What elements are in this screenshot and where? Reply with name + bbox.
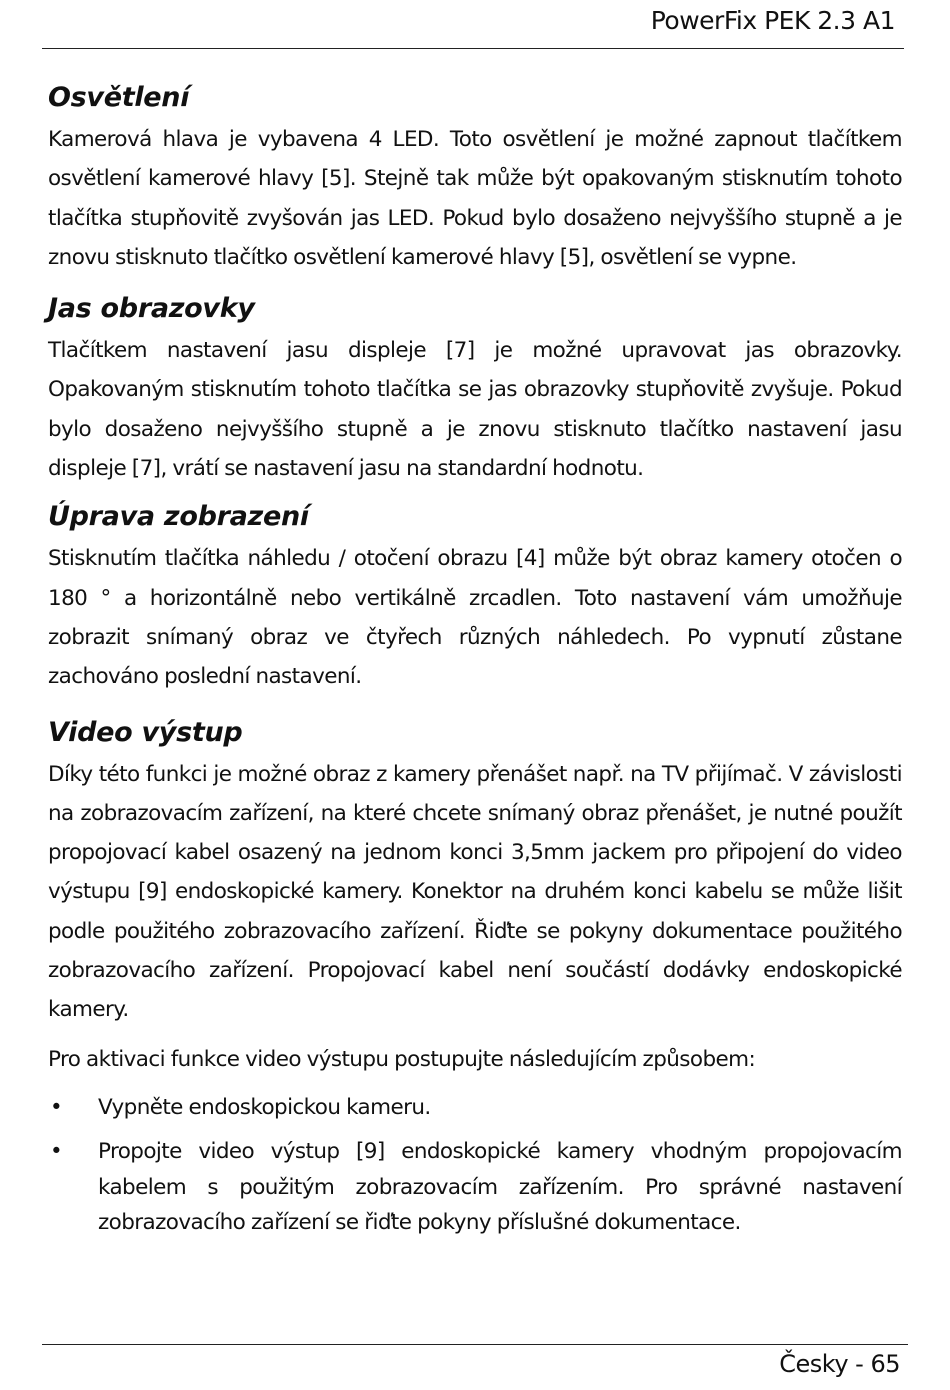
section-paragraph-instructions: Pro aktivaci funkce video výstupu postupujte následujícím způsobem: [48,1046,756,1072]
header-divider [42,48,904,49]
section-display-adjustment [48,495,902,696]
section-paragraph: Kamerová hlava je vybavena 4 LED. Toto osvětlení je možné zapnout tlačítkem osvětlení kamerové hlavy [5]. Stejně tak může být opakovaným stisknutím tohoto tlačítka stupňovitě zvyšován jas LED. Pokud bylo dosaženo nejvyššího stupně a je znovu stisknuto tlačítko osvětlení kamerové hlavy [5], osvětlení se vypne. [48,127,902,270]
list-item [48,1134,902,1241]
section-heading: Jas obrazovky [48,293,255,325]
list-item [48,1090,902,1126]
list-item-text: Propojte video výstup [9] endoskopické kamery vhodným propojovacím kabelem s použitým zobrazovacím zařízením. Pro správné nastavení zobrazovacího zařízení se řiďte pokyny příslušné dokumentace. [98,1139,902,1236]
section-screen-brightness [48,287,902,488]
page-content [48,76,902,1250]
bullet-icon: • [50,1094,63,1120]
section-video-output [48,711,902,1241]
section-paragraph: Díky této funkci je možné obraz z kamery přenášet např. na TV přijímač. V závislosti na zobrazovacím zařízení, na které chcete snímaný obraz přenášet, je nutné použít propojovací kabel osazený na jednom konci 3,5mm jackem pro připojení do video výstupu [9] endoskopické kamery. Konektor na druhém konci kabelu se může lišit podle použitého zobrazovacího zařízení. Řiďte se pokyny dokumentace použitého zobrazovacího zařízení. Propojovací kabel není součástí dodávky endoskopické kamery. [48,761,902,1023]
page-footer-label: Česky - 65 [779,1350,900,1378]
list-item-text: Vypněte endoskopickou kameru. [98,1094,431,1120]
section-heading: Úprava zobrazení [48,501,309,533]
section-lighting [48,76,902,277]
instruction-list [48,1090,902,1241]
section-paragraph: Stisknutím tlačítka náhledu / otočení obrazu [4] může být obraz kamery otočen o 180 ° a horizontálně nebo vertikálně zrcadlen. Toto nastavení vám umožňuje zobrazit snímaný obraz ve čtyřech různých náhledech. Po vypnutí zůstane zachováno poslední nastavení. [48,546,902,690]
section-heading: Osvětlení [48,82,190,113]
page-header-title: PowerFix PEK 2.3 A1 [650,6,895,35]
section-heading: Video výstup [48,716,243,748]
section-paragraph: Tlačítkem nastavení jasu displeje [7] je možné upravovat jas obrazovky. Opakovaným stisknutím tohoto tlačítka se jas obrazovky stupňovitě zvyšuje. Pokud bylo dosaženo nejvyššího stupně a je znovu stisknuto tlačítko nastavení jasu displeje [7], vrátí se nastavení jasu na standardní hodnotu. [48,338,902,482]
footer-divider [42,1344,908,1345]
bullet-icon: • [50,1139,63,1165]
